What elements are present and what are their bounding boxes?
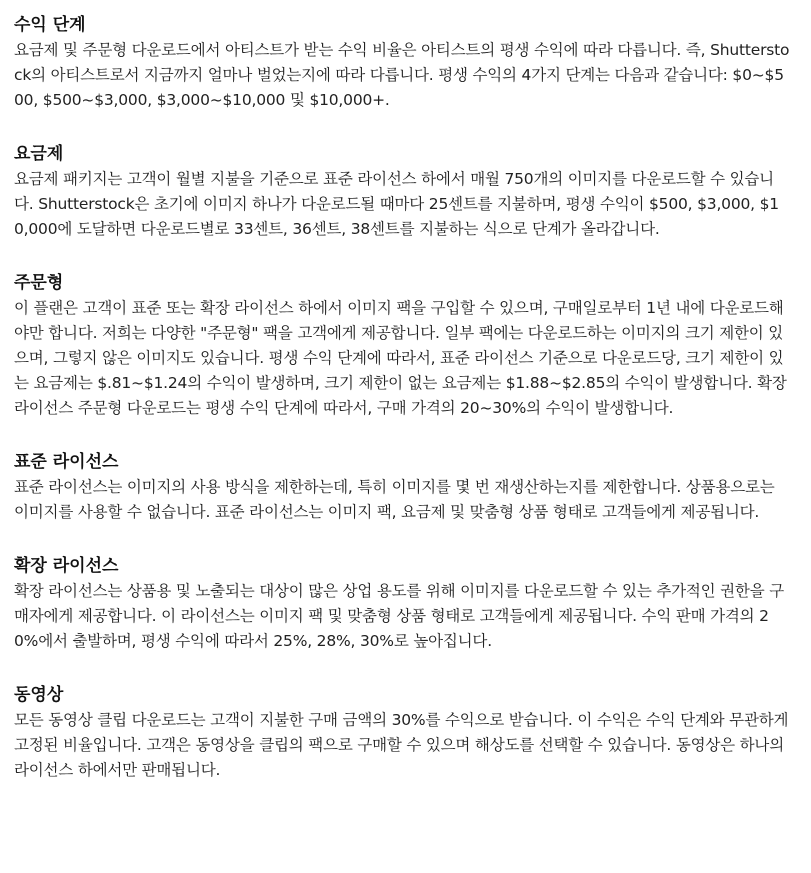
section-body: 표준 라이선스는 이미지의 사용 방식을 제한하는데, 특히 이미지를 몇 번 재생산하는지를 제한합니다. 상품용으로는 이미지를 사용할 수 없습니다. 표준 라이선스는 이미지 팩, 요금제 및 맞춤형 상품 형태로 고객들에게 제공됩니다. (14, 478, 775, 521)
section-heading: 표준 라이선스 (14, 452, 119, 472)
section-body: 이 플랜은 고객이 표준 또는 확장 라이선스 하에서 이미지 팩을 구입할 수 있으며, 구매일로부터 1년 내에 다운로드해야만 합니다. 저희는 다양한 "주문형" 팩을 고객에게 제공합니다. 일부 팩에는 다운로드하는 이미지의 크기 제한이 있으며, 그렇지 않은 이미지도 있습니다. 평생 수익 단계에 따라서, 표준 라이선스 기준으로 다운로드당, 크기 제한이 있는 요금제는 $.81~$1.24의 수익이 발생하며, 크기 제한이 없는 요금제는 $1.88~$2.85의 수익이 발생합니다. 확장 라이선스 주문형 다운로드는 평생 수익 단계에 따라서, 구매 가격의 20~30%의 수익이 발생합니다. (14, 299, 787, 417)
section-standard-license (14, 449, 791, 525)
section-heading: 주문형 (14, 273, 64, 293)
section-extended-license (14, 553, 791, 654)
section-video (14, 682, 791, 783)
section-subscription (14, 141, 791, 242)
section-body: 요금제 패키지는 고객이 월별 지불을 기준으로 표준 라이선스 하에서 매월 750개의 이미지를 다운로드할 수 있습니다. Shutterstock은 초기에 이미지 하나가 다운로드될 때마다 25센트를 지불하며, 평생 수익이 $500, $3,000, $10,000에 도달하면 다운로드별로 33센트, 36센트, 38센트를 지불하는 식으로 단계가 올라갑니다. (14, 170, 779, 238)
section-on-demand (14, 270, 791, 421)
section-heading: 확장 라이선스 (14, 556, 119, 576)
section-body: 확장 라이선스는 상품용 및 노출되는 대상이 많은 상업 용도를 위해 이미지를 다운로드할 수 있는 추가적인 권한을 구매자에게 제공합니다. 이 라이선스는 이미지 팩 및 맞춤형 상품 형태로 고객들에게 제공됩니다. 수익 판매 가격의 20%에서 출발하며, 평생 수익에 따라서 25%, 28%, 30%로 높아집니다. (14, 582, 784, 650)
section-heading: 수익 단계 (14, 15, 86, 35)
section-heading: 동영상 (14, 685, 64, 705)
section-heading: 요금제 (14, 144, 64, 164)
section-body: 요금제 및 주문형 다운로드에서 아티스트가 받는 수익 비율은 아티스트의 평생 수익에 따라 다릅니다. 즉, Shutterstock의 아티스트로서 지금까지 얼마나 벌었는지에 따라 다릅니다. 평생 수익의 4가지 단계는 다음과 같습니다: $0~$500, $500~$3,000, $3,000~$10,000 및 $10,000+. (14, 41, 790, 109)
section-body: 모든 동영상 클립 다운로드는 고객이 지불한 구매 금액의 30%를 수익으로 받습니다. 이 수익은 수익 단계와 무관하게 고정된 비율입니다. 고객은 동영상을 클립의 팩으로 구매할 수 있으며 해상도를 선택할 수 있습니다. 동영상은 하나의 라이선스 하에서만 판매됩니다. (14, 711, 789, 779)
section-revenue-tiers (14, 12, 791, 113)
